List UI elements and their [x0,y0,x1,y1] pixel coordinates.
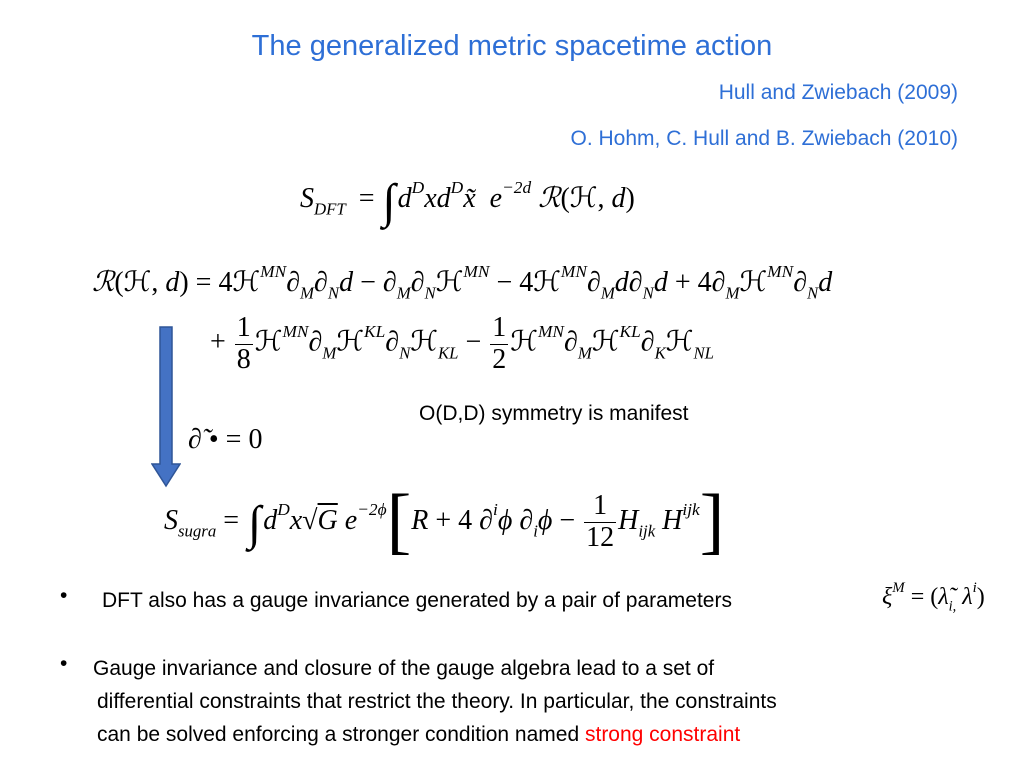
dft-action-equation: $S_{DFT}$ = $\int d^Dxd^Dx̃$ $e^{-2d}$ ℛ(ℋ, d) [300,175,635,228]
bullet-text: DFT also has a gauge invariance generated by a pair of parameters [102,589,732,612]
symmetry-note: O(D,D) symmetry is manifest [419,402,689,425]
strong-constraint-highlight: strong constraint [584,723,741,746]
generalized-ricci-scalar-line-1: ℛ(ℋ, $d) = 4ℋ^{MN}\partial_M\partial_Nd$ − $\partial_M\partial_Nℋ^{MN}$ − $4ℋ^{MN}\partial_Md\partial_Nd$ + $4\partial_Mℋ^{MN}\partial_Nd$ [92,262,833,303]
bullet-marker: • [60,584,68,607]
supergravity-action-equation: $S_{sugra} = \int d^Dx√G$ $e^{-2\phi}[R + 4$ ∂$^i$ϕ $\partial_i\phi$ − $\frac{1}{12}$ $H_{ijk}$ $H^{ijk}$] [164,480,725,562]
reference-hohm-hull-zwiebach: O. Hohm, C. Hull and B. Zwiebach (2010) [570,127,958,150]
bullet-line-2: differential constraints that restrict the theory. In particular, the constraints [97,690,777,713]
bullet-marker: • [60,652,68,675]
bullet-line-1: Gauge invariance and closure of the gauge algebra lead to a set of [93,657,715,680]
bullet-line-3 [97,718,997,751]
reduction-down-arrow-icon [151,326,181,488]
generalized-ricci-scalar-line-2: + $\frac{1}{8}$ $ℋ^{MN}\partial_Mℋ^{KL}\partial_Nℋ_{KL}$ − $\frac{1}{2}$ $ℋ^{MN}\partial_Mℋ^{KL}\partial_Kℋ_{NL}$ [210,312,714,375]
reference-hull-zwiebach: Hull and Zwiebach (2009) [718,81,958,104]
strong-constraint-equation: ∂̃ • = 0 [188,424,263,455]
bullet-line-3-text: can be solved enforcing a stronger condition named [97,723,585,746]
gauge-parameter-equation: $\xi^M$ = ($\lambdã_{i,}$ $\lambda^i$) [882,580,985,615]
slide-title: The generalized metric spacetime action [251,30,773,62]
